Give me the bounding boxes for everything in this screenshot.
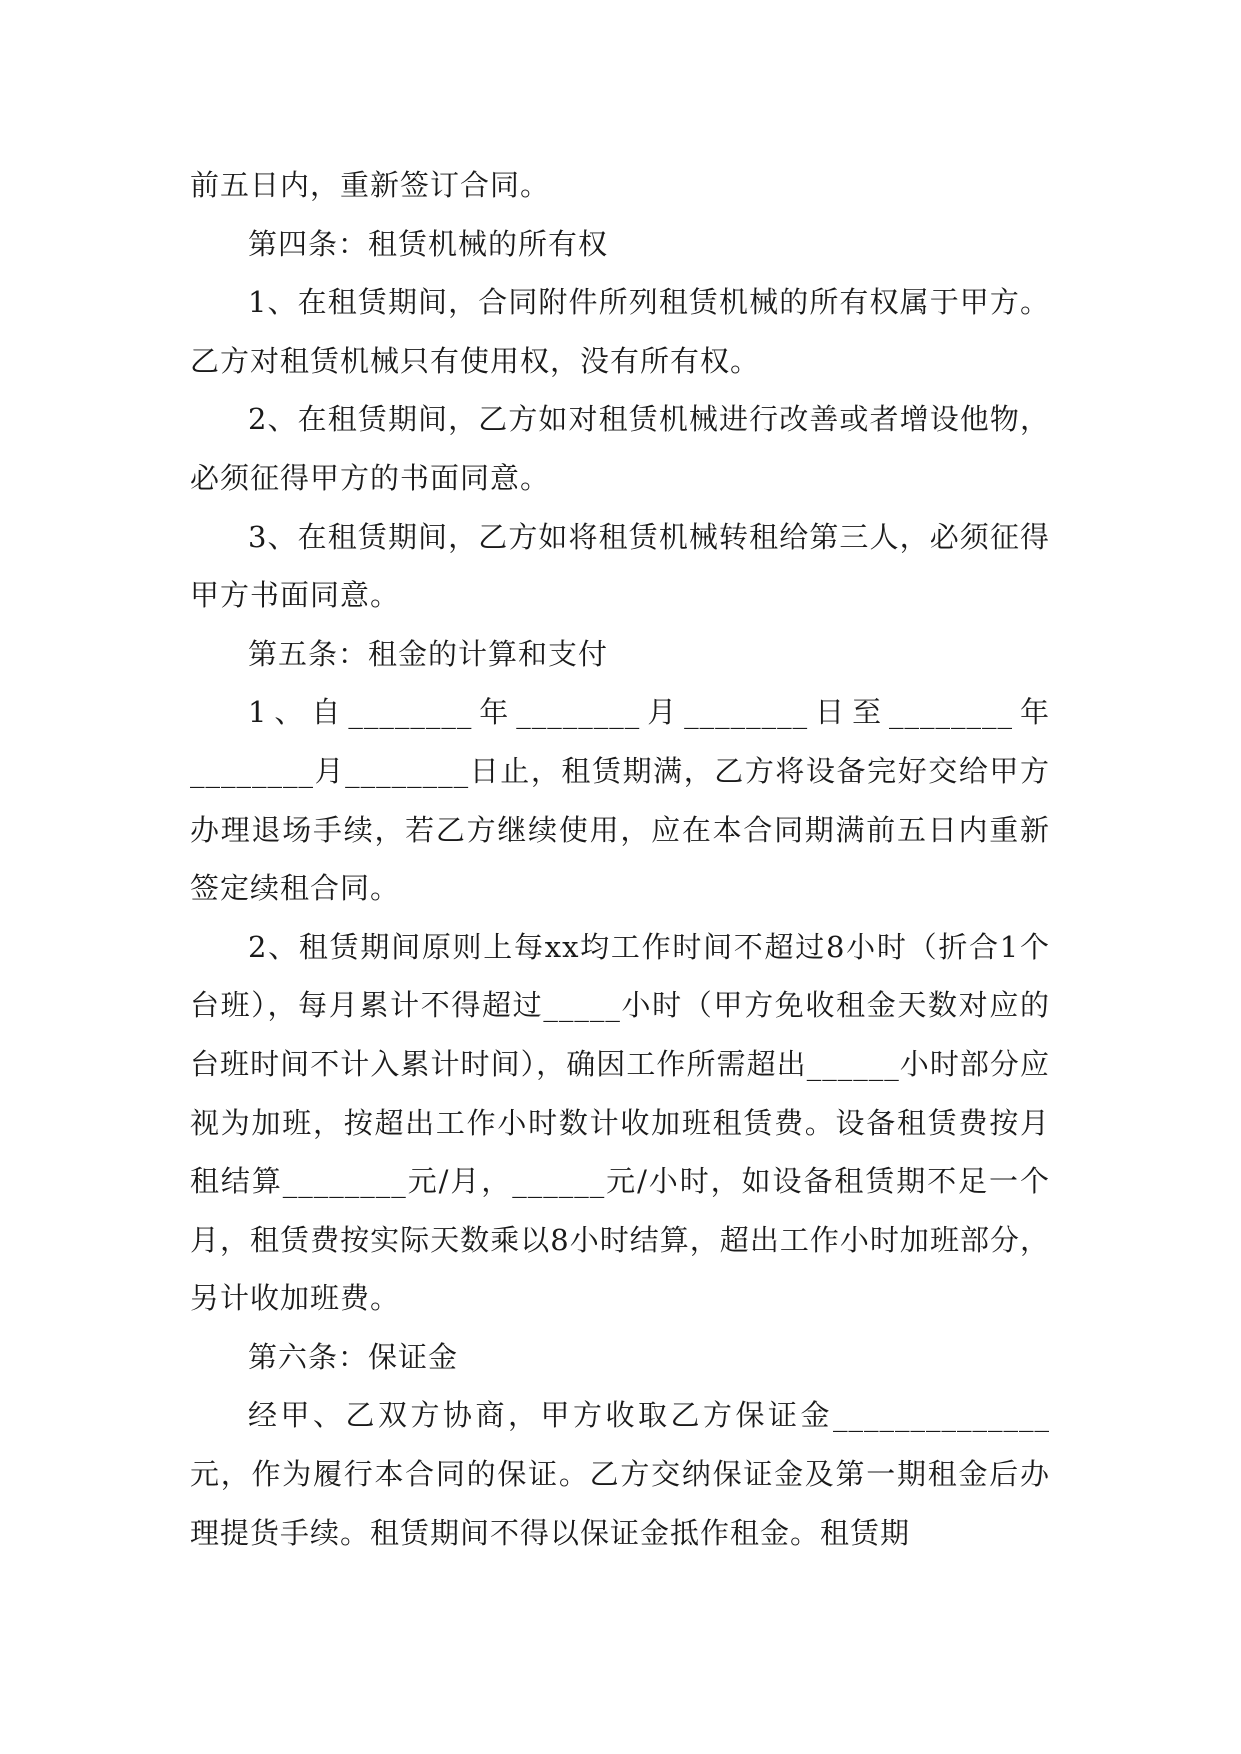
- paragraph-ownership-1: 1、在租赁期间，合同附件所列租赁机械的所有权属于甲方。乙方对租赁机械只有使用权，没有所有权。: [190, 285, 1050, 378]
- paragraph-rent-1: 1、自________年________月________日至________年________月________日止，租赁期满，乙方将设备完好交给甲方办理退场手续，若乙方继续使用，应在本合同期满前五日内重新签定续租合同。: [190, 695, 1050, 906]
- paragraph-ownership-2: 2、在租赁期间，乙方如对租赁机械进行改善或者增设他物，必须征得甲方的书面同意。: [190, 402, 1050, 495]
- contract-body: [190, 156, 1050, 1562]
- heading-article-4: 第四条：租赁机械的所有权: [248, 226, 609, 261]
- heading-article-6: 第六条：保证金: [248, 1339, 459, 1374]
- heading-article-5: 第五条：租金的计算和支付: [248, 636, 609, 671]
- paragraph-ownership-3: 3、在租赁期间，乙方如将租赁机械转租给第三人，必须征得甲方书面同意。: [190, 519, 1050, 613]
- paragraph-rent-2: 2、租赁期间原则上每xx均工作时间不超过8小时（折合1个台班），每月累计不得超过_____小时（甲方免收租金天数对应的台班时间不计入累计时间），确因工作所需超出______小时部分应视为加班，按超出工作小时数计收加班租赁费。设备租赁费按月租结算________元/月，______元/小时，如设备租赁期不足一个月，租赁费按实际天数乘以8小时结算，超出工作小时加班部分，另计收加班费。: [190, 929, 1050, 1316]
- paragraph-continuation: 前五日内，重新签订合同。: [190, 168, 551, 202]
- paragraph-deposit: 经甲、乙双方协商，甲方收取乙方保证金______________元，作为履行本合同的保证。乙方交纳保证金及第一期租金后办理提货手续。租赁期间不得以保证金抵作租金。租赁期: [190, 1398, 1050, 1550]
